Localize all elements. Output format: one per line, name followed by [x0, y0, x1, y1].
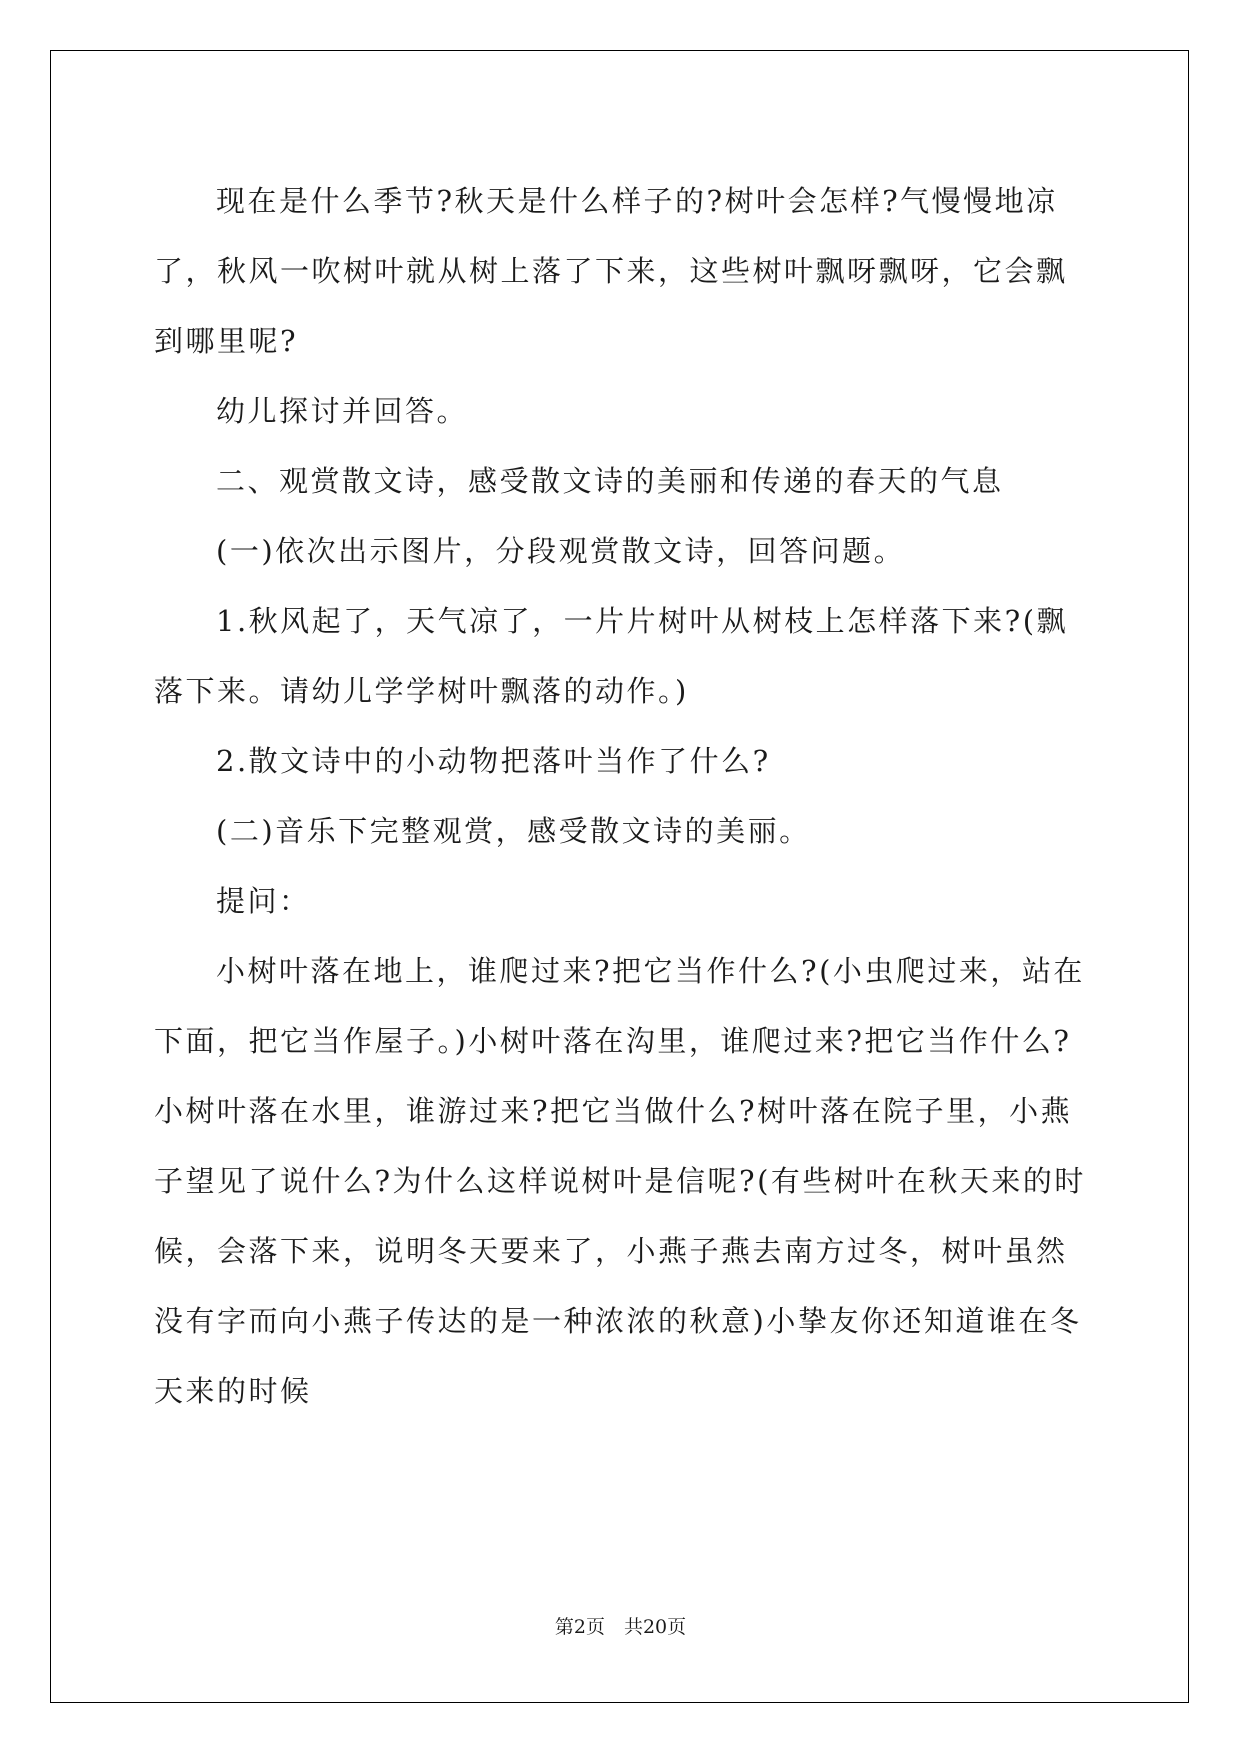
paragraph: 提问： — [216, 884, 311, 918]
paragraph: (一)依次出示图片，分段观赏散文诗，回答问题。 — [216, 534, 906, 568]
paragraph: 现在是什么季节?秋天是什么样子的?树叶会怎样?气慢慢地凉了，秋风一吹树叶就从树上落了下来，这些树叶飘呀飘呀，它会飘到哪里呢? — [154, 184, 1068, 358]
document-body — [154, 166, 1089, 1426]
page-footer: 第2页 共20页 — [554, 1616, 687, 1638]
paragraph: 幼儿探讨并回答。 — [216, 394, 469, 428]
paragraph: 二、观赏散文诗，感受散文诗的美丽和传递的春天的气息 — [216, 464, 1004, 498]
paragraph: 2.散文诗中的小动物把落叶当作了什么? — [216, 744, 771, 778]
paragraph: 1.秋风起了，天气凉了，一片片树叶从树枝上怎样落下来?(飘落下来。请幼儿学学树叶飘落的动作。) — [154, 604, 1069, 708]
paragraph: (二)音乐下完整观赏，感受散文诗的美丽。 — [216, 814, 811, 848]
paragraph: 小树叶落在地上，谁爬过来?把它当作什么?(小虫爬过来，站在下面，把它当作屋子。)小树叶落在沟里，谁爬过来?把它当作什么?小树叶落在水里，谁游过来?把它当做什么?树叶落在院子里，小燕子望见了说什么?为什么这样说树叶是信呢?(有些树叶在秋天来的时候，会落下来，说明冬天要来了，小燕子燕去南方过冬，树叶虽然没有字而向小燕子传达的是一种浓浓的秋意)小挚友你还知道谁在冬天来的时候 — [154, 954, 1086, 1408]
